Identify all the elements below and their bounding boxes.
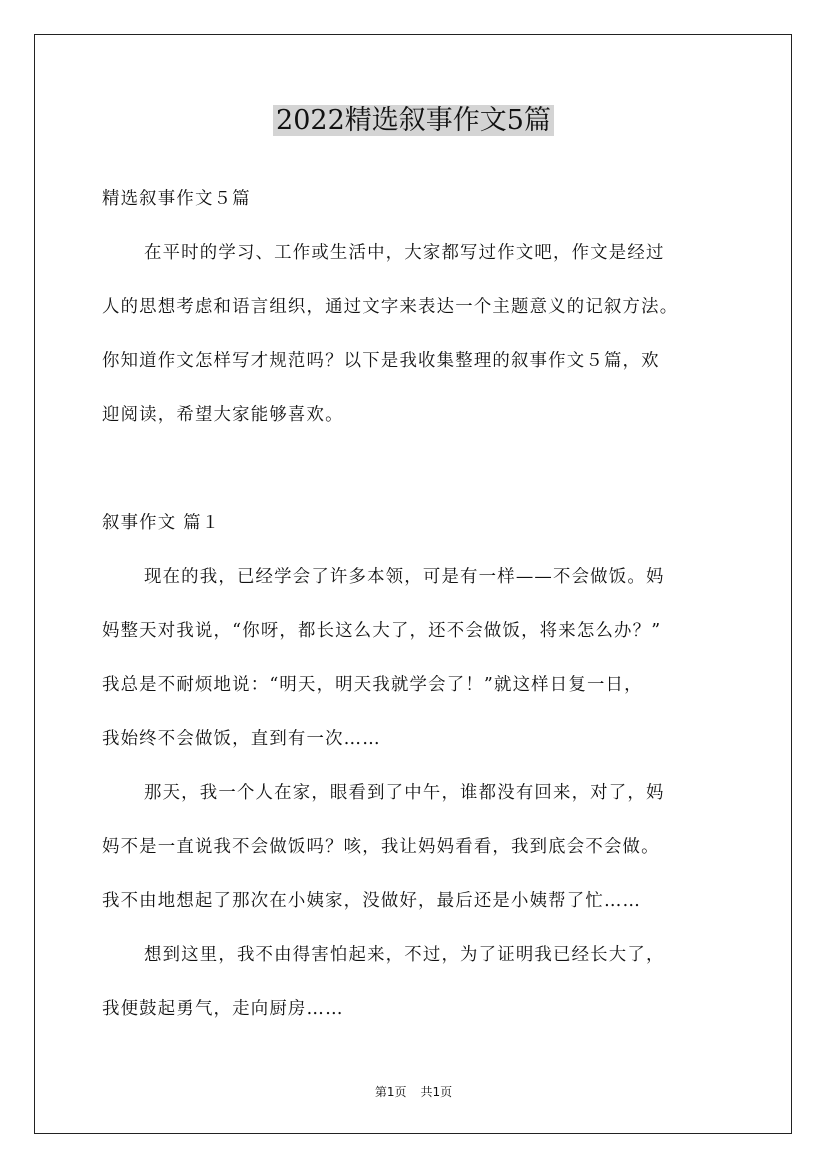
paragraph-line: 那天，我一个人在家，眼看到了中午，谁都没有回来，对了，妈 [144,783,665,803]
blank-line [102,442,734,496]
story-paragraph-1 [102,550,734,766]
paragraph-line: 我便鼓起勇气，走向厨房…… [102,999,344,1019]
intro-line: 人的思想考虑和语言组织，通过文字来表达一个主题意义的记叙方法。 [102,297,679,317]
intro-line: 在平时的学习、工作或生活中，大家都写过作文吧，作文是经过 [144,243,665,263]
paragraph-line: 我始终不会做饭，直到有一次…… [102,729,381,749]
story-paragraph-3 [102,928,734,1036]
paragraph-line: 妈整天对我说，“你呀，都长这么大了，还不会做饭，将来怎么办？” [102,621,662,641]
document-title-text: 2022精选叙事作文5篇 [273,105,554,136]
page-total: 共1页 [420,1085,453,1099]
story-paragraph-2 [102,766,734,928]
intro-line: 你知道作文怎样写才规范吗？以下是我收集整理的叙事作文５篇，欢 [102,351,660,371]
paragraph-line: 我总是不耐烦地说：“明天，明天我就学会了！”就这样日复一日， [102,675,643,695]
intro-paragraph [102,226,734,442]
section-heading: 叙事作文 篇１ [102,513,221,533]
document-title [0,100,827,142]
page-footer [0,1083,827,1101]
page-number: 第1页 [374,1085,407,1099]
paragraph-line: 我不由地想起了那次在小姨家，没做好，最后还是小姨帮了忙…… [102,891,642,911]
intro-line: 迎阅读，希望大家能够喜欢。 [102,405,344,425]
paragraph-line: 现在的我，已经学会了许多本领，可是有一样——不会做饭。妈 [144,567,665,587]
paragraph-line: 想到这里，我不由得害怕起来，不过，为了证明我已经长大了， [144,945,665,965]
document-body [102,172,734,1036]
document-subtitle: 精选叙事作文５篇 [102,189,251,209]
paragraph-line: 妈不是一直说我不会做饭吗？咳，我让妈妈看看，我到底会不会做。 [102,837,660,857]
